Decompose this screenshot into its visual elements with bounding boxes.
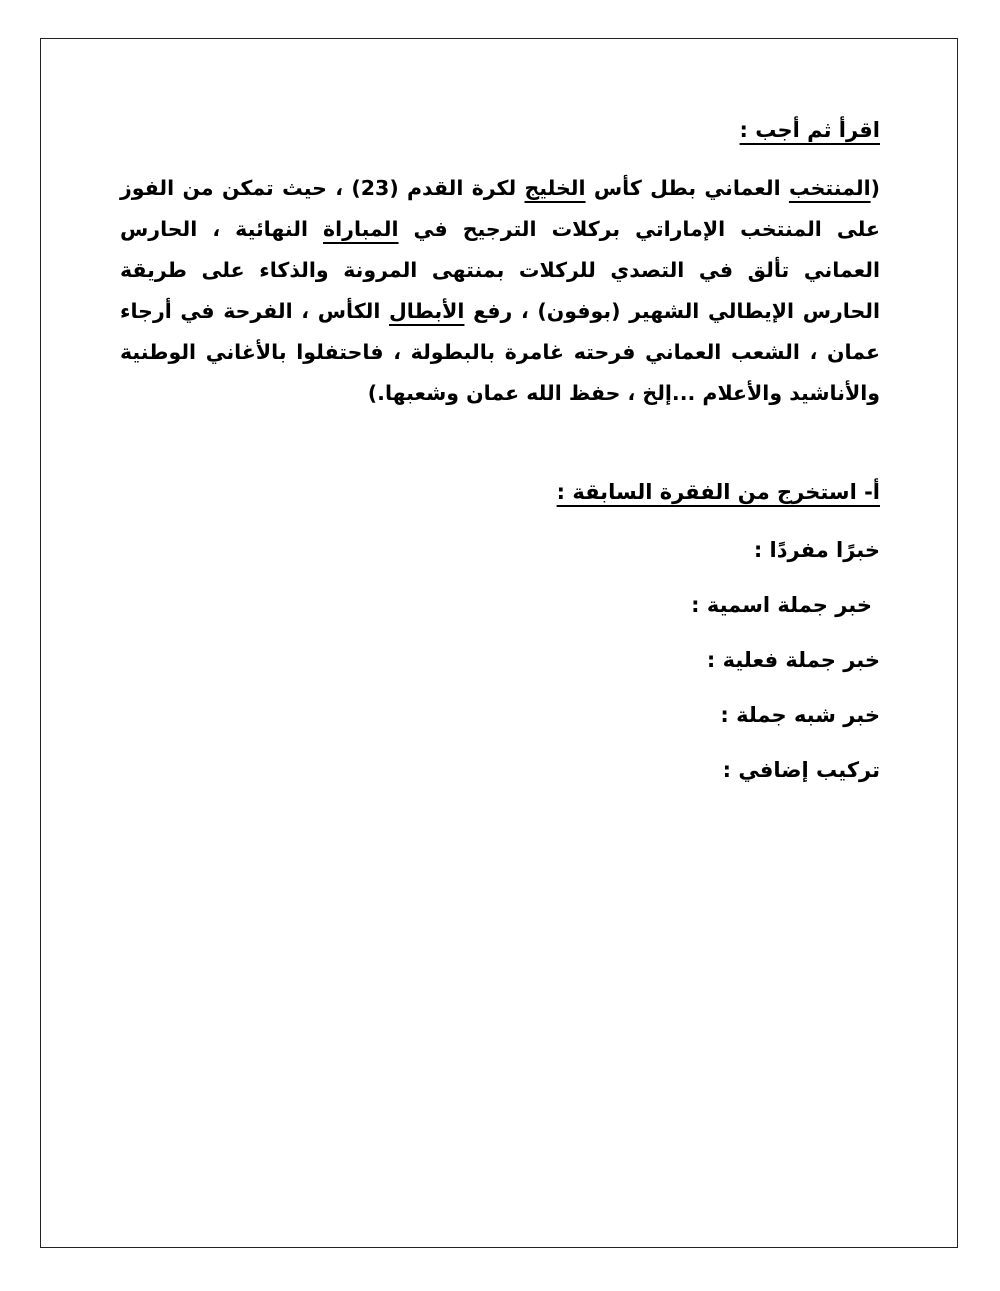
passage-segment: ( <box>870 176 880 200</box>
reading-passage <box>120 168 880 414</box>
passage-underlined-word: المنتخب <box>788 176 871 200</box>
passage-segment: النهائية ، الحارس العماني تألق في التصدي للركلات بمنتهى المرونة والذكاء على طريقة الحارس الإيطالي الشهير (بوفون) ، رفع <box>120 217 880 323</box>
prompt-nominal-sentence-predicate: خبر جملة اسمية : <box>691 593 872 617</box>
prompt-semi-sentence-predicate: خبر شبه جملة : <box>720 703 880 727</box>
prompt-idafa-construction: تركيب إضافي : <box>722 758 880 782</box>
passage-underlined-word: المباراة <box>323 217 399 241</box>
prompt-verbal-sentence-predicate: خبر جملة فعلية : <box>706 648 880 672</box>
passage-underlined-word: الأبطال <box>389 299 465 323</box>
passage-segment: العماني بطل كأس <box>585 176 789 200</box>
passage-segment: لكرة القدم (23) ، حيث تمكن من الفوز على المنتخب الإماراتي بركلات الترجيح في <box>120 176 880 241</box>
question-heading: أ- استخرج من الفقرة السابقة : <box>556 480 880 504</box>
prompt-single-predicate: خبرًا مفردًا : <box>753 538 880 562</box>
passage-underlined-word: الخليج <box>524 176 586 200</box>
instruction-heading: اقرأ ثم أجب : <box>739 118 880 142</box>
passage-segment: الكأس ، الفرحة في أرجاء عمان ، الشعب العماني فرحته غامرة بالبطولة ، فاحتفلوا بالأغاني الوطنية والأناشيد والأعلام ...إلخ ، حفظ الله عمان وشعبها.) <box>120 299 880 405</box>
